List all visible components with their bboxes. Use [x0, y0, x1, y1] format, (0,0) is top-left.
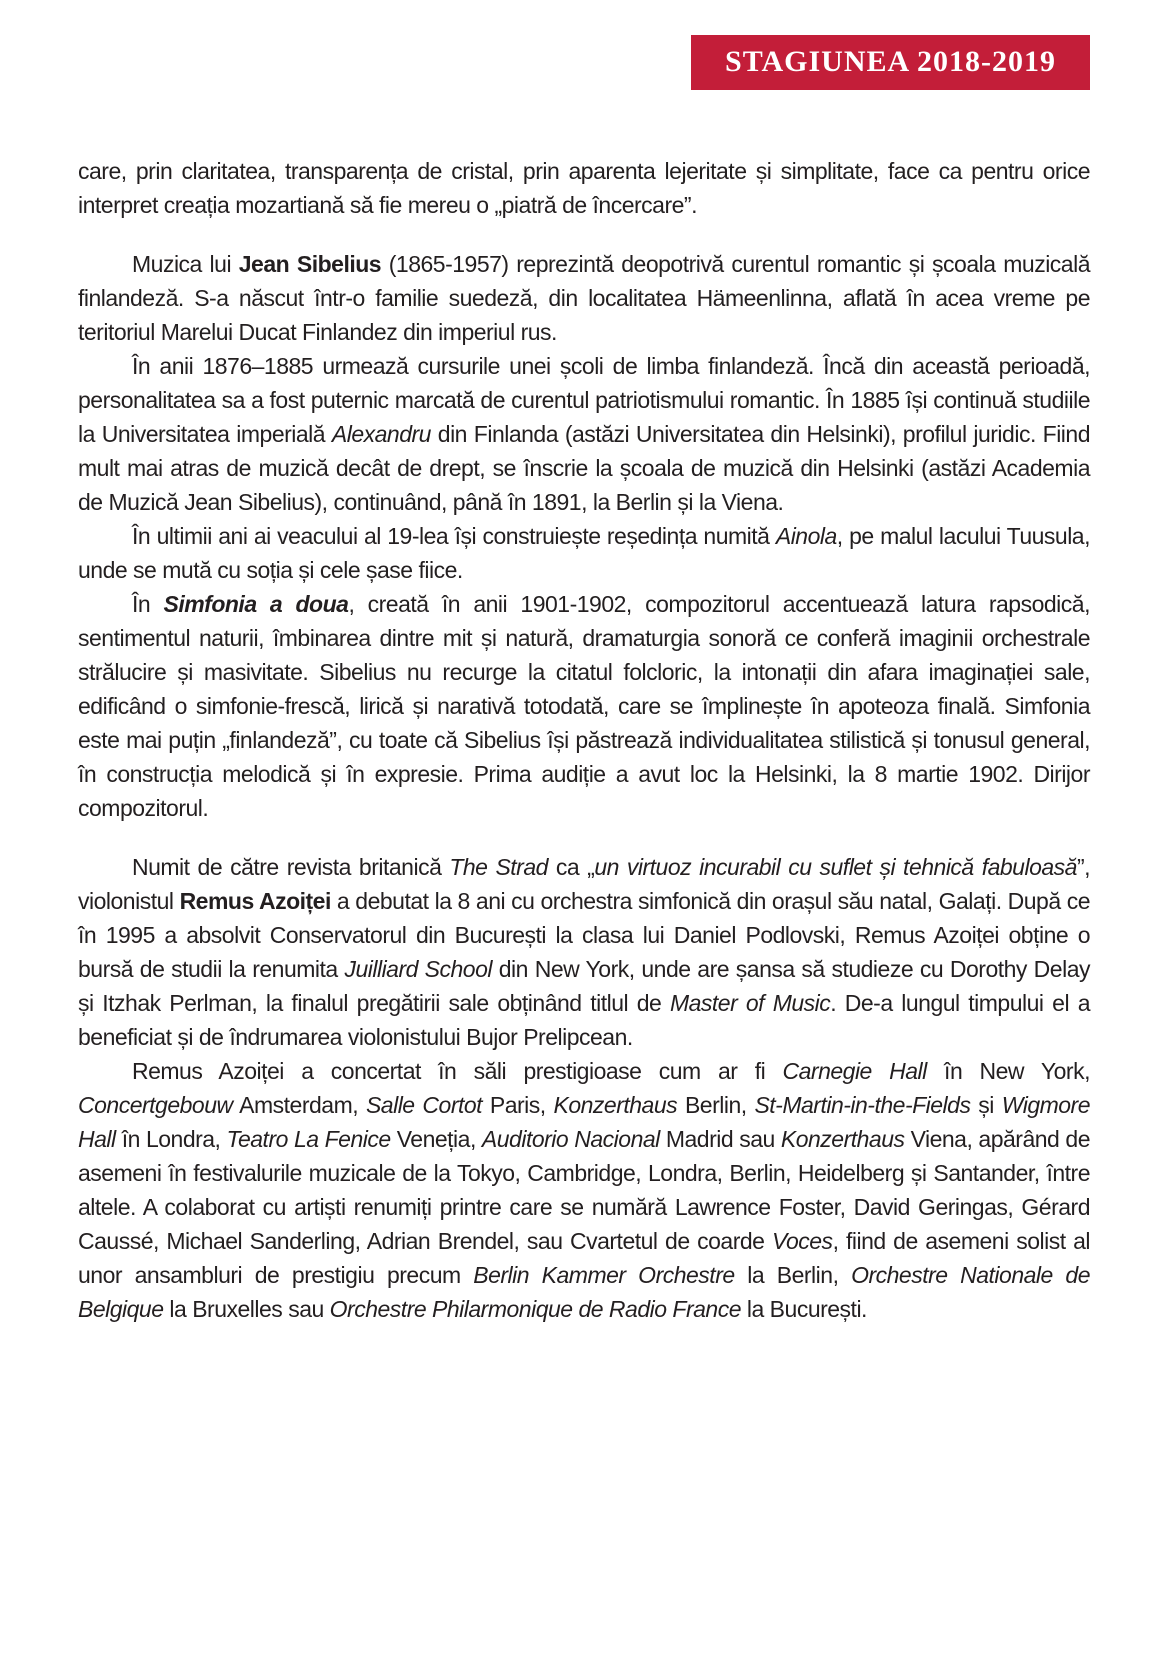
text-run: la Bruxelles sau — [163, 1296, 330, 1322]
text-run: În ultimii ani ai veacului al 19-lea își construiește reședința numită — [132, 523, 776, 549]
paragraph-3 — [78, 349, 1090, 519]
text-run: Paris, — [482, 1092, 554, 1118]
text-run: a debutat la 8 ani cu orchestra simfonică din orașul său natal, Galați. După ce în 1995 a absolvit Conservatorul din București la clasa lui Daniel Podlovski, Remus Azoiței obține o bursă de studii la renumita — [78, 888, 1090, 982]
text-run-i: Teatro La Fenice — [226, 1126, 391, 1152]
text-run: Madrid sau — [659, 1126, 781, 1152]
text-run-i: Orchestre Philarmonique de Radio France — [329, 1296, 741, 1322]
text-run-i: St-Martin-in-the-Fields — [754, 1092, 971, 1118]
text-run: Veneția, — [390, 1126, 482, 1152]
text-run-i: Concertgebouw — [78, 1092, 233, 1118]
text-run: . De-a lungul timpului el a beneficiat și de îndrumarea violonistului Bujor Prelipcean. — [78, 990, 1090, 1050]
paragraph-1 — [78, 154, 1090, 222]
text-run: Muzica lui — [132, 251, 239, 277]
text-run: la Berlin, — [734, 1262, 852, 1288]
paragraph-7 — [78, 1054, 1090, 1326]
text-run-i: Konzerthaus — [780, 1126, 905, 1152]
text-run: În anii 1876–1885 urmează cursurile unei școli de limba finlandeză. Încă din această perioadă, personalitatea sa a fost puternic marcată de curentul patriotismului romantic. În 1885 își continuă studiile la Universitatea imperială — [78, 353, 1090, 447]
paragraph-2 — [78, 247, 1090, 349]
text-run-i: Ainola — [775, 523, 837, 549]
text-run: din New York, unde are șansa să studieze cu Dorothy Delay și Itzhak Perlman, la finalul pregătirii sale obținând titlul de — [78, 956, 1090, 1016]
text-run-b: Remus Azoiței — [179, 888, 331, 914]
text-run-i: The Strad — [449, 854, 548, 880]
paragraph-5 — [78, 587, 1090, 825]
text-run-i: Salle Cortot — [365, 1092, 483, 1118]
text-run: în New York, — [926, 1058, 1090, 1084]
text-run-i: Wigmore Hall — [78, 1092, 1091, 1152]
text-run: În — [132, 591, 164, 617]
text-run: și — [970, 1092, 1002, 1118]
text-run-i: Auditorio Nacional — [481, 1126, 660, 1152]
document-body — [78, 154, 1090, 1326]
text-run-i: Orchestre Nationale de Belgique — [78, 1262, 1091, 1322]
text-run-b: Jean Sibelius — [238, 251, 382, 277]
text-run: ca „ — [547, 854, 595, 880]
text-run: (1865-1957) reprezintă deopotrivă curentul romantic și școala muzicală finlandeză. S-a născut într-o familie suedeză, din localitatea Hämeenlinna, aflată în acea vreme pe teritoriul Marelui Ducat Finlandez din imperiul rus. — [78, 251, 1090, 345]
text-run: care, prin claritatea, transparența de cristal, prin aparenta lejeritate și simplitate, face ca pentru orice interpret creația mozartiană să fie mereu o „piatră de încercare”. — [78, 158, 1090, 218]
text-run: , fiind de asemeni solist al unor ansambluri de prestigiu precum — [78, 1228, 1091, 1288]
season-banner — [691, 35, 1090, 90]
text-run-i: Konzerthaus — [553, 1092, 678, 1118]
paragraph-6 — [78, 850, 1090, 1054]
text-run: Numit de către revista britanică — [132, 854, 450, 880]
text-run-i: Juilliard School — [344, 956, 493, 982]
text-run: ”, violonistul — [78, 854, 1091, 914]
paragraph-4 — [78, 519, 1090, 587]
text-run: Remus Azoiței a concertat în săli prestigioase cum ar fi — [132, 1058, 783, 1084]
text-run-i: Carnegie Hall — [782, 1058, 927, 1084]
text-run-i: Alexandru — [331, 421, 431, 447]
text-run: Berlin, — [677, 1092, 755, 1118]
text-run: Viena, apărând de asemeni în festivalurile muzicale de la Tokyo, Cambridge, Londra, Berlin, Heidelberg și Santander, între altele. A colaborat cu artiști renumiți printre care se numără Lawrence Foster, David Geringas, Gérard Caussé, Michael Sanderling, Adrian Brendel, sau Cvartetul de coarde — [78, 1126, 1090, 1254]
text-run: , creată în anii 1901-1902, compozitorul accentuează latura rapsodică, sentimentul naturii, îmbinarea dintre mit și natură, dramaturgia sonoră ce conferă imaginii orchestrale strălucire și masivitate. Sibelius nu recurge la citatul folcloric, la intonații din afara imaginației sale, edificând o simfonie-frescă, lirică și narativă totodată, care se împlinește în apoteoza finală. Simfonia este mai puțin „finlandeză”, cu toate că Sibelius își păstrează individualitatea stilistică și tonusul general, în construcția melodică și în expresie. Prima audiție a avut loc la Helsinki, la 8 martie 1902. Dirijor compozitorul. — [78, 591, 1090, 821]
text-run-i: Berlin Kammer Orchestre — [473, 1262, 735, 1288]
text-run-bi: Simfonia a doua — [163, 591, 349, 617]
text-run: la București. — [741, 1296, 867, 1322]
text-run-i: Voces — [771, 1228, 833, 1254]
text-run-i: un virtuoz incurabil cu suflet și tehnică fabuloasă — [594, 854, 1077, 880]
season-banner-label: STAGIUNEA 2018-2019 — [725, 45, 1056, 78]
text-run-i: Master of Music — [669, 990, 831, 1016]
page-header — [78, 35, 1090, 90]
text-run: Amsterdam, — [232, 1092, 366, 1118]
text-run: în Londra, — [115, 1126, 227, 1152]
text-run: , pe malul lacului Tuusula, unde se mută cu soția și cele șase fiice. — [78, 523, 1090, 583]
text-run: din Finlanda (astăzi Universitatea din Helsinki), profilul juridic. Fiind mult mai atras de muzică decât de drept, se înscrie la școala de muzică din Helsinki (astăzi Academia de Muzică Jean Sibelius), continuând, până în 1891, la Berlin și la Viena. — [78, 421, 1090, 515]
